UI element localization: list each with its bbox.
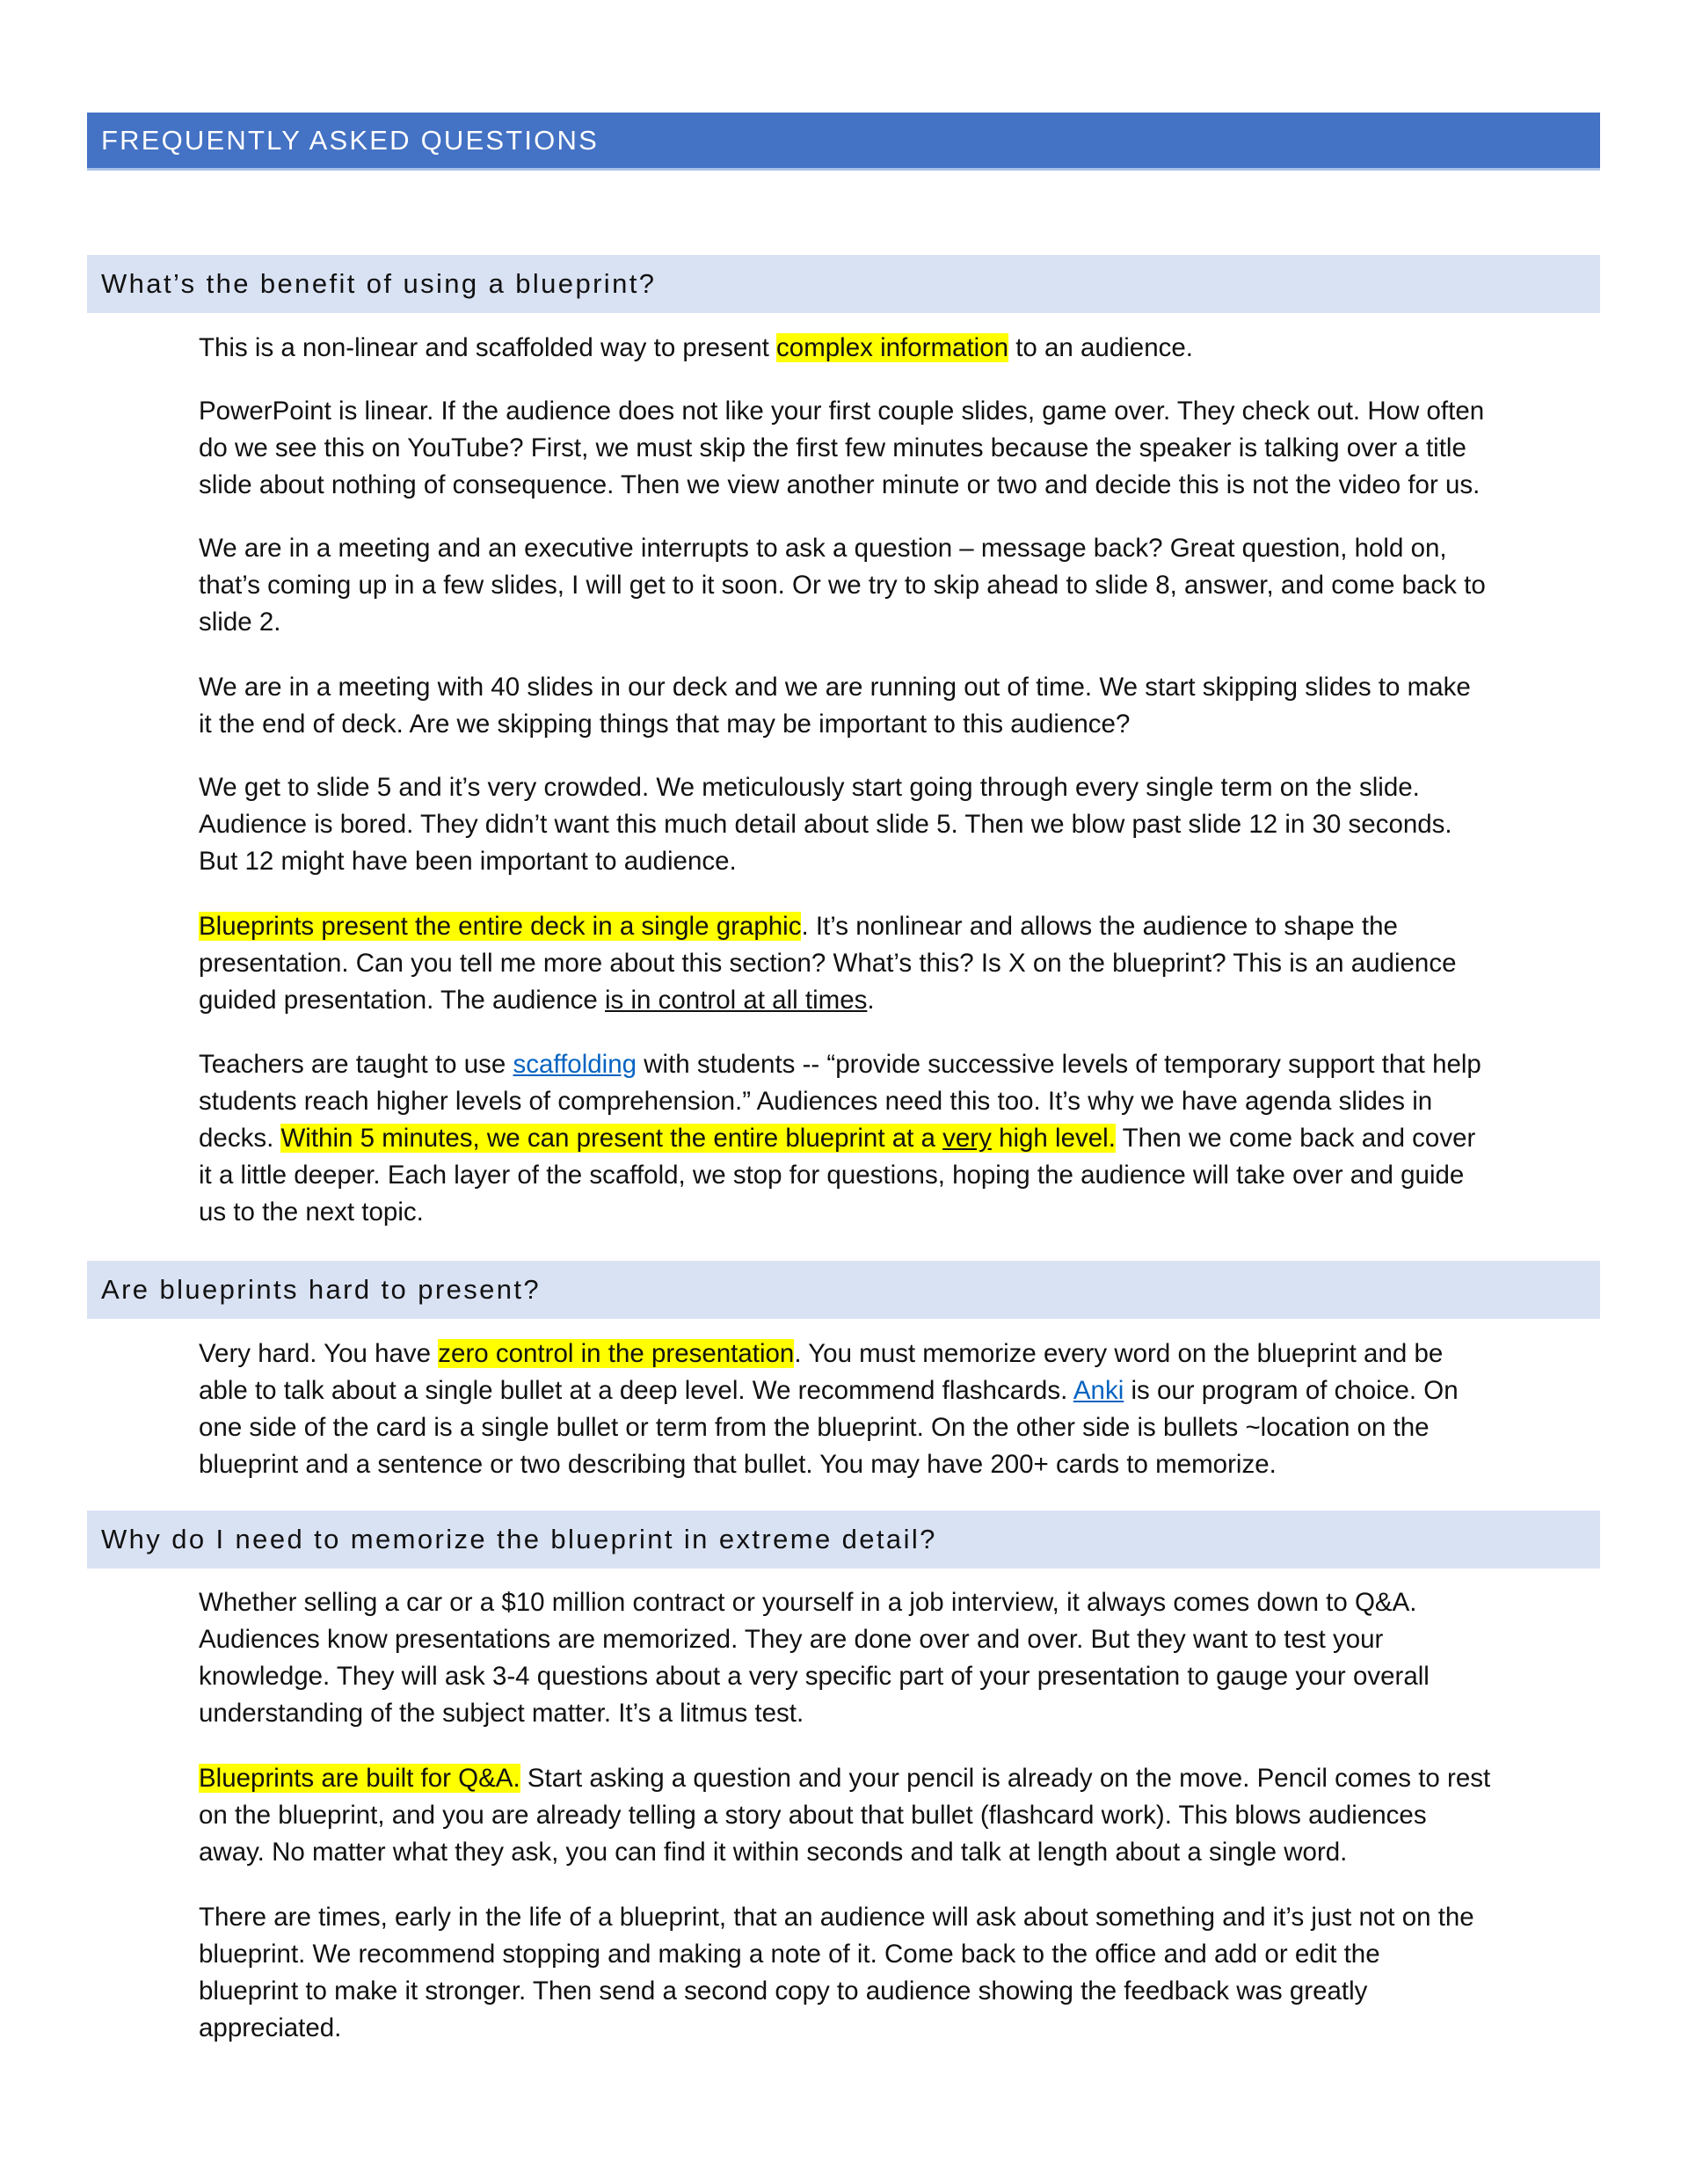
section-heading-text: What’s the benefit of using a blueprint?: [101, 268, 657, 299]
text-line: it a little deeper. Each layer of the scaffold, we stop for questions, hoping the audience will take over and guide: [199, 1161, 1465, 1190]
text-run: Start asking a question and your pencil is already on the move. Pencil comes to rest: [520, 1764, 1491, 1793]
text-line: one side of the card is a single bullet or term from the blueprint. On the other side is bullets ~location on the: [199, 1413, 1430, 1442]
text-line: Whether selling a car or a $10 million contract or yourself in a job interview, it always comes down to Q&A.: [199, 1588, 1417, 1617]
text-line: We are in a meeting with 40 slides in our deck and we are running out of time. We start skipping slides to make: [199, 673, 1471, 702]
section-heading-memorize-detail: [87, 1511, 1600, 1569]
text-line: Audience is bored. They didn’t want this much detail about slide 5. Then we blow past slide 12 in 30 seconds.: [199, 810, 1452, 839]
text-line: on the blueprint, and you are already telling a story about that bullet (flashcard work). This blows audiences: [199, 1801, 1427, 1830]
paragraph-very-hard: [199, 1336, 1605, 1483]
paragraph-powerpoint-linear: [199, 393, 1605, 504]
paragraph-running-out-of-time: [199, 669, 1605, 743]
text-line: that’s coming up in a few slides, I will get to it soon. Or we try to skip ahead to slide 8, answer, and come back to: [199, 571, 1486, 600]
highlighted-text: [280, 1124, 1115, 1153]
highlighted-text: zero control in the presentation: [438, 1339, 795, 1368]
paragraph-early-life: [199, 1899, 1605, 2047]
anki-link[interactable]: Anki: [1073, 1376, 1124, 1405]
text-line: students reach higher levels of comprehension.” Audiences need this too. It’s why we have agenda slides in: [199, 1087, 1433, 1116]
text-run: . You must memorize every word on the blueprint and be: [794, 1339, 1444, 1368]
text-line: PowerPoint is linear. If the audience does not like your first couple slides, game over. They check out. How often: [199, 397, 1485, 426]
text-line: blueprint to make it stronger. Then send a second copy to audience showing the feedback was greatly: [199, 1977, 1368, 2006]
scaffolding-link[interactable]: scaffolding: [513, 1050, 637, 1079]
text-run: This is a non-linear and scaffolded way to present: [199, 333, 777, 362]
text-line: slide about nothing of consequence. Then we view another minute or two and decide this is not the video for us.: [199, 470, 1481, 499]
text-line: us to the next topic.: [199, 1198, 424, 1227]
paragraph-q-and-a: [199, 1584, 1605, 1732]
text-line: slide 2.: [199, 608, 281, 637]
text-line: But 12 might have been important to audience.: [199, 847, 737, 876]
text-run: to an audience.: [1008, 333, 1193, 362]
text-run: Within 5 minutes, we can present the entire blueprint at a: [280, 1124, 943, 1153]
text-line: blueprint and a sentence or two describing that bullet. You may have 200+ cards to memorize.: [199, 1450, 1277, 1479]
highlighted-text: Blueprints present the entire deck in a single graphic: [199, 912, 802, 941]
text-line: presentation. Can you tell me more about this section? What’s this? Is X on the blueprint? This is an audience: [199, 949, 1457, 978]
text-line: We are in a meeting and an executive interrupts to ask a question – message back? Great question, hold on,: [199, 534, 1447, 563]
paragraph-built-for-qa: [199, 1760, 1605, 1871]
section-heading-text: Why do I need to memorize the blueprint in extreme detail?: [101, 1524, 937, 1554]
text-line: appreciated.: [199, 2013, 342, 2042]
text-run: . It’s nonlinear and allows the audience to shape the: [801, 912, 1398, 941]
underlined-text: very: [942, 1124, 992, 1153]
text-line: away. No matter what they ask, you can find it within seconds and talk at length about a single word.: [199, 1838, 1348, 1867]
text-run: able to talk about a single bullet at a deep level. We recommend flashcards.: [199, 1376, 1073, 1405]
text-line: We get to slide 5 and it’s very crowded. We meticulously start going through every single term on the slide.: [199, 773, 1420, 802]
section-heading-hard-to-present: [87, 1261, 1600, 1319]
section-heading-text: Are blueprints hard to present?: [101, 1274, 542, 1305]
text-run: high level.: [991, 1124, 1116, 1153]
text-line: knowledge. They will ask 3-4 questions about a very specific part of your presentation to gauge your overall: [199, 1662, 1430, 1691]
page-title: FREQUENTLY ASKED QUESTIONS: [101, 124, 599, 156]
text-run: .: [867, 986, 875, 1015]
text-run: guided presentation. The audience: [199, 986, 605, 1015]
text-line: it the end of deck. Are we skipping things that may be important to this audience?: [199, 710, 1131, 739]
paragraph-executive-interrupts: [199, 530, 1605, 641]
highlighted-text: complex information: [776, 333, 1009, 362]
text-run: is our program of choice. On: [1124, 1376, 1459, 1405]
paragraph-blueprints-present: [199, 908, 1605, 1019]
text-line: understanding of the subject matter. It’s a litmus test.: [199, 1699, 804, 1728]
section-heading-benefit: [87, 255, 1600, 313]
text-run: decks.: [199, 1124, 281, 1153]
underlined-text: is in control at all times: [604, 986, 868, 1015]
text-run: with students -- “provide successive levels of temporary support that help: [637, 1050, 1481, 1079]
text-run: Very hard. You have: [199, 1339, 439, 1368]
text-line: Audiences know presentations are memorized. They are done over and over. But they want to test your: [199, 1625, 1384, 1654]
highlighted-text: Blueprints are built for Q&A.: [199, 1764, 520, 1793]
text-run: Teachers are taught to use: [199, 1050, 513, 1079]
paragraph-intro: [199, 330, 1605, 367]
paragraph-scaffolding: [199, 1046, 1605, 1231]
text-line: There are times, early in the life of a blueprint, that an audience will ask about something and it’s just not on the: [199, 1903, 1474, 1932]
title-bar: [87, 113, 1600, 171]
paragraph-crowded-slide: [199, 769, 1605, 880]
text-line: do we see this on YouTube? First, we must skip the first few minutes because the speaker is talking over a title: [199, 433, 1466, 462]
text-line: blueprint. We recommend stopping and making a note of it. Come back to the office and add or edit the: [199, 1940, 1380, 1969]
text-run: Then we come back and cover: [1115, 1124, 1476, 1153]
